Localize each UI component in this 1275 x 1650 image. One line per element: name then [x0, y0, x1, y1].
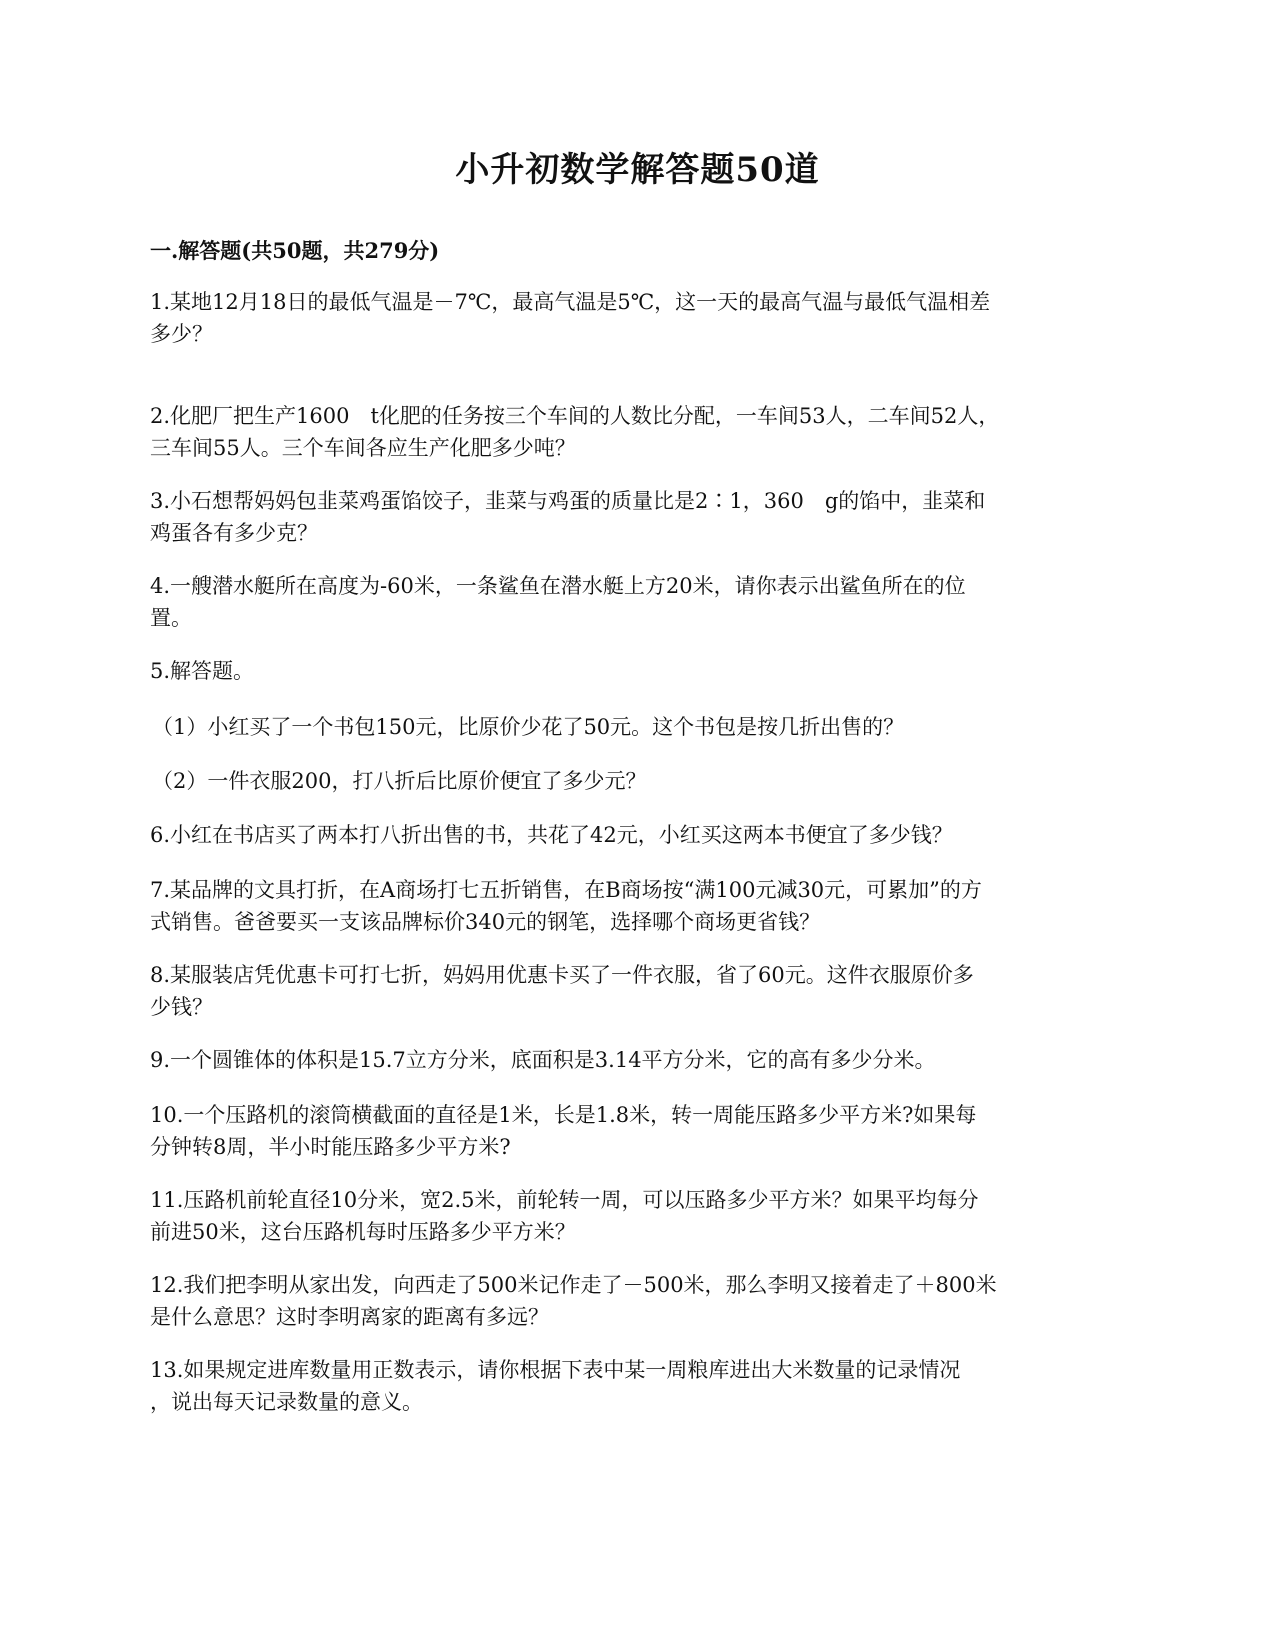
- question-1: [150, 286, 1120, 350]
- document-title: 小升初数学解答题50道: [455, 150, 820, 190]
- question-line: 4.一艘潜水艇所在高度为-60米，一条鲨鱼在潜水艇上方20米，请你表示出鲨鱼所在的位: [150, 574, 966, 598]
- question-10: [150, 1099, 1120, 1163]
- question-4: [150, 570, 1120, 634]
- question-line: 8.某服装店凭优惠卡可打七折，妈妈用优惠卡买了一件衣服，省了60元。这件衣服原价多: [150, 963, 974, 987]
- question-line: 1.某地12月18日的最低气温是－7℃，最高气温是5℃，这一天的最高气温与最低气温相差: [150, 290, 991, 314]
- question-line: （1）小红买了一个书包150元，比原价少花了50元。这个书包是按几折出售的？: [152, 715, 905, 739]
- question-line: 式销售。爸爸要买一支该品牌标价340元的钢笔，选择哪个商场更省钱？: [150, 910, 821, 934]
- question-line: 12.我们把李明从家出发，向西走了500米记作走了－500米，那么李明又接着走了＋800米: [150, 1273, 997, 1297]
- question-line: 10.一个压路机的滚筒横截面的直径是1米，长是1.8米，转一周能压路多少平方米?如果每: [150, 1103, 977, 1127]
- question-5: [150, 655, 1120, 687]
- question-11: [150, 1184, 1120, 1248]
- question-13: [150, 1354, 1120, 1418]
- question-line: 13.如果规定进库数量用正数表示，请你根据下表中某一周粮库进出大米数量的记录情况: [150, 1358, 961, 1382]
- question-line: 三车间55人。三个车间各应生产化肥多少吨？: [150, 436, 576, 460]
- question-8: [150, 959, 1120, 1023]
- question-line: 鸡蛋各有多少克？: [150, 521, 318, 545]
- question-3: [150, 485, 1120, 549]
- question-7: [150, 874, 1120, 938]
- section-heading: 一.解答题(共50题，共279分): [150, 238, 440, 263]
- question-line: ，说出每天记录数量的意义。: [150, 1390, 423, 1414]
- question-line: 2.化肥厂把生产1600 t化肥的任务按三个车间的人数比分配，一车间53人，二车间52人，: [150, 404, 1000, 428]
- question-5-part-2: [152, 765, 1122, 797]
- question-6: [150, 819, 1120, 851]
- question-line: 前进50米，这台压路机每时压路多少平方米？: [150, 1220, 576, 1244]
- question-line: 9.一个圆锥体的体积是15.7立方分米，底面积是3.14平方分米，它的高有多少分米。: [150, 1048, 936, 1072]
- question-line: 6.小红在书店买了两本打八折出售的书，共花了42元，小红买这两本书便宜了多少钱？: [150, 823, 953, 847]
- question-line: 分钟转8周，半小时能压路多少平方米?: [150, 1135, 511, 1159]
- question-line: 11.压路机前轮直径10分米，宽2.5米，前轮转一周，可以压路多少平方米？如果平均每分: [150, 1188, 979, 1212]
- question-line: 7.某品牌的文具打折，在A商场打七五折销售，在B商场按“满100元减30元，可累加”的方: [150, 878, 982, 902]
- question-5-part-1: [152, 711, 1122, 743]
- question-line: 是什么意思？这时李明离家的距离有多远？: [150, 1305, 549, 1329]
- question-2: [150, 400, 1120, 464]
- question-line: 多少？: [150, 322, 213, 346]
- question-line: 5.解答题。: [150, 659, 255, 683]
- question-line: （2）一件衣服200，打八折后比原价便宜了多少元？: [152, 769, 647, 793]
- question-line: 3.小石想帮妈妈包韭菜鸡蛋馅饺子，韭菜与鸡蛋的质量比是2∶1，360 g的馅中，韭菜和: [150, 489, 986, 513]
- question-12: [150, 1269, 1120, 1333]
- question-9: [150, 1044, 1120, 1076]
- question-line: 少钱？: [150, 995, 213, 1019]
- question-line: 置。: [150, 606, 192, 630]
